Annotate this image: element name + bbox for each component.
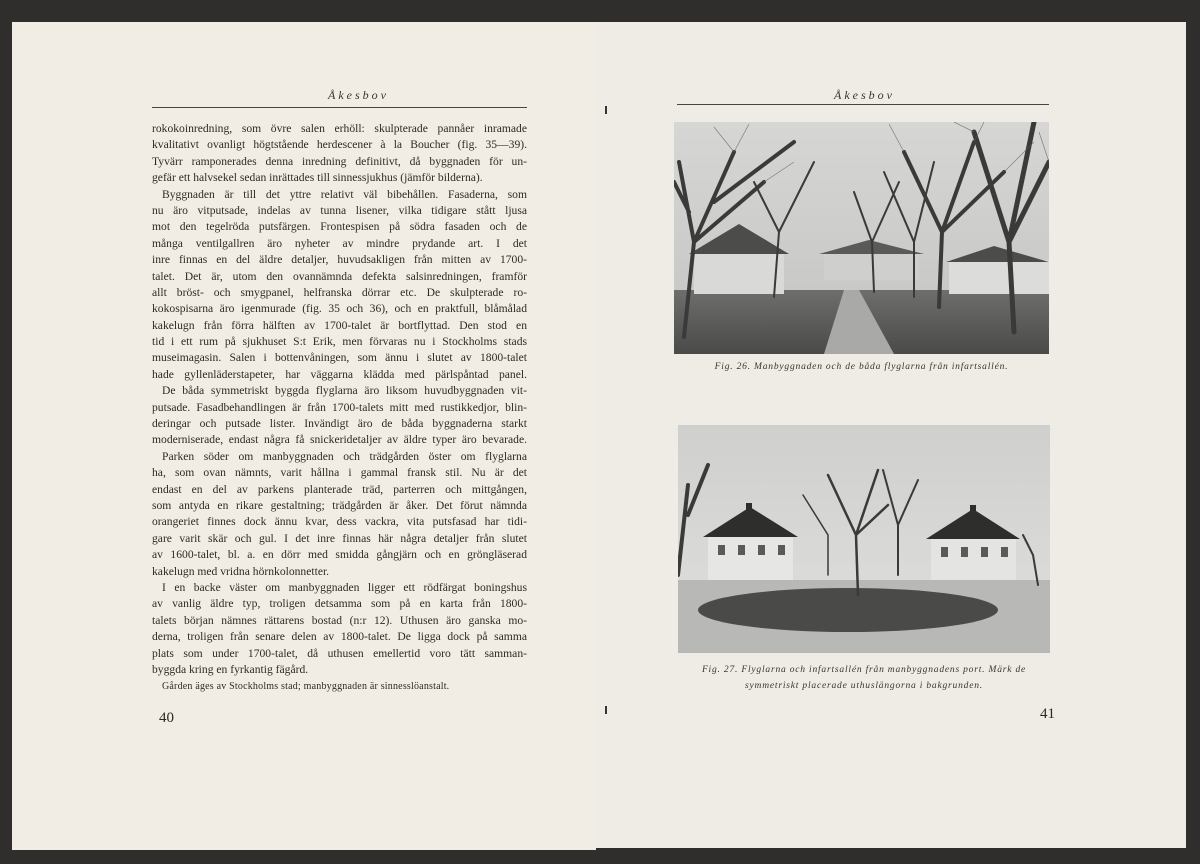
text-line: orangeriet finnes dock ännu kvar, dess vackra, vita putsfasad har tidi- (152, 515, 527, 529)
gutter-mark (605, 706, 607, 714)
text-line: kakelugn med vridna hörnkolonnetter. (152, 564, 330, 578)
figure-26-photo (674, 122, 1049, 354)
text-line: putsade. Fasadbehandlingen är från 1700-talets mitt med rustikkedjor, blin- (152, 400, 527, 414)
text-line: De båda symmetriskt byggda flyglarna äro liksom huvudbyggnaden vit- (162, 384, 527, 398)
text-line: Parken söder om manbyggnaden och trädgården öster om flyglarna (162, 449, 527, 463)
text-line: I en backe väster om manbyggnaden ligger ett rödfärgat boningshus (162, 580, 527, 594)
text-line: gefär ett halvsekel sedan inrättades till sinnessjukhus (jämför bilderna). (152, 171, 483, 185)
running-head: Åkesbov (328, 88, 389, 102)
text-line: gare varit skär och gul. I det inre finnas här några detaljer från slutet (152, 531, 527, 545)
text-line: ha, som ovan nämnts, varit hållna i gammal fransk stil. Nu är det (152, 466, 527, 480)
body-text (152, 121, 527, 694)
text-line: som antyda en rikare gestaltning; trädgården är åker. Det förut nämnda (152, 498, 527, 512)
text-line: kakelugn från förra hälften av 1700-talet är bortflyttad. Den stod en (152, 318, 527, 332)
figure-27-photo (678, 425, 1050, 653)
header-rule (152, 107, 527, 108)
text-line: kokospisarna äro igenmurade (fig. 35 och 36), och en praktfull, blåmålad (152, 302, 527, 316)
text-line: av vanlig äldre typ, troligen detsamma som på en karta från 1800- (152, 597, 527, 611)
text-line: endast en del av parkens planterade träd, parterren och mittgången, (152, 482, 527, 496)
text-line: allt bröst- och smygpanel, helfranska dörrar etc. De skulpterade ro- (152, 285, 527, 299)
text-line: Tyvärr ramponerades denna inredning definitivt, då byggnaden för un- (152, 154, 527, 168)
text-line: tid i ett rum på sjukhuset S:t Erik, men förvaras nu i Stockholms stads (152, 335, 527, 349)
text-line: plats som under 1700-talet, då uthusen emellertid voro tätt samman- (152, 646, 527, 660)
text-line: mot den tegelröda putsfärgen. Frontespisen på södra fasaden och de (152, 220, 527, 234)
text-line: derna, troligen från senare delen av 1800-talet. De ligga dock på samma (152, 630, 527, 644)
text-line: moderniserade, endast några få snickeridetaljer av äldre typer äro bevarade. (152, 433, 527, 447)
text-line: byggda kring en fyrkantig fägård. (152, 662, 309, 676)
page-number: 41 (1040, 706, 1055, 722)
text-line: nu äro vitputsade, indelas av tunna lisener, vilka tidigare stått ljusa (152, 203, 527, 217)
page-number: 40 (159, 710, 174, 726)
text-line: deringar och putsade lister. Invändigt äro de båda byggnaderna starkt (152, 417, 527, 431)
gutter-mark (605, 106, 607, 114)
running-head: Åkesbov (834, 88, 895, 102)
text-line: Byggnaden är till det yttre relativt väl bibehållen. Fasaderna, som (162, 187, 527, 201)
footnote: Gården äges av Stockholms stad; manbyggnaden är sinnesslöanstalt. (162, 681, 450, 693)
text-line: museimagasin. Salen i bottenvåningen, som ännu i slutet av 1800-talet (152, 351, 527, 365)
text-line: kvalitativt ovanligt högtstående herdescener à la Boucher (fig. 35—39). (152, 138, 527, 152)
text-line: talet. Det är, utom den ovannämnda defekta salsinredningen, framför (152, 269, 527, 283)
text-line: många ventilgallren äro nyheter av mindre prydande art. I det (152, 236, 527, 250)
right-page (596, 22, 1186, 848)
text-line: hade gyllenläderstapeter, har väggarna klädda med pärlspåntad panel. (152, 367, 527, 381)
text-line: talets början nämnes rättarens bostad (n:r 12). Uthusen äro ganska mo- (152, 613, 527, 627)
header-rule (677, 104, 1049, 105)
text-line: inre finnas en del äldre detaljer, huvudsakligen från mitten av 1700- (152, 253, 527, 267)
text-line: av 1600-talet, bl. a. en dörr med smidda gångjärn och en gröngläserad (152, 548, 527, 562)
figure-27-caption: Fig. 27. Flyglarna och infartsallén från manbyggnadens port. Märk de symmetriskt placerade uthuslängorna i bakgrunden. (701, 665, 1027, 691)
figure-26-caption: Fig. 26. Manbyggnaden och de båda flyglarna från infartsallén. (714, 362, 1009, 372)
text-line: rokokoinredning, som övre salen erhöll: skulpterade pannåer inramade (152, 122, 527, 135)
left-page (12, 22, 596, 850)
